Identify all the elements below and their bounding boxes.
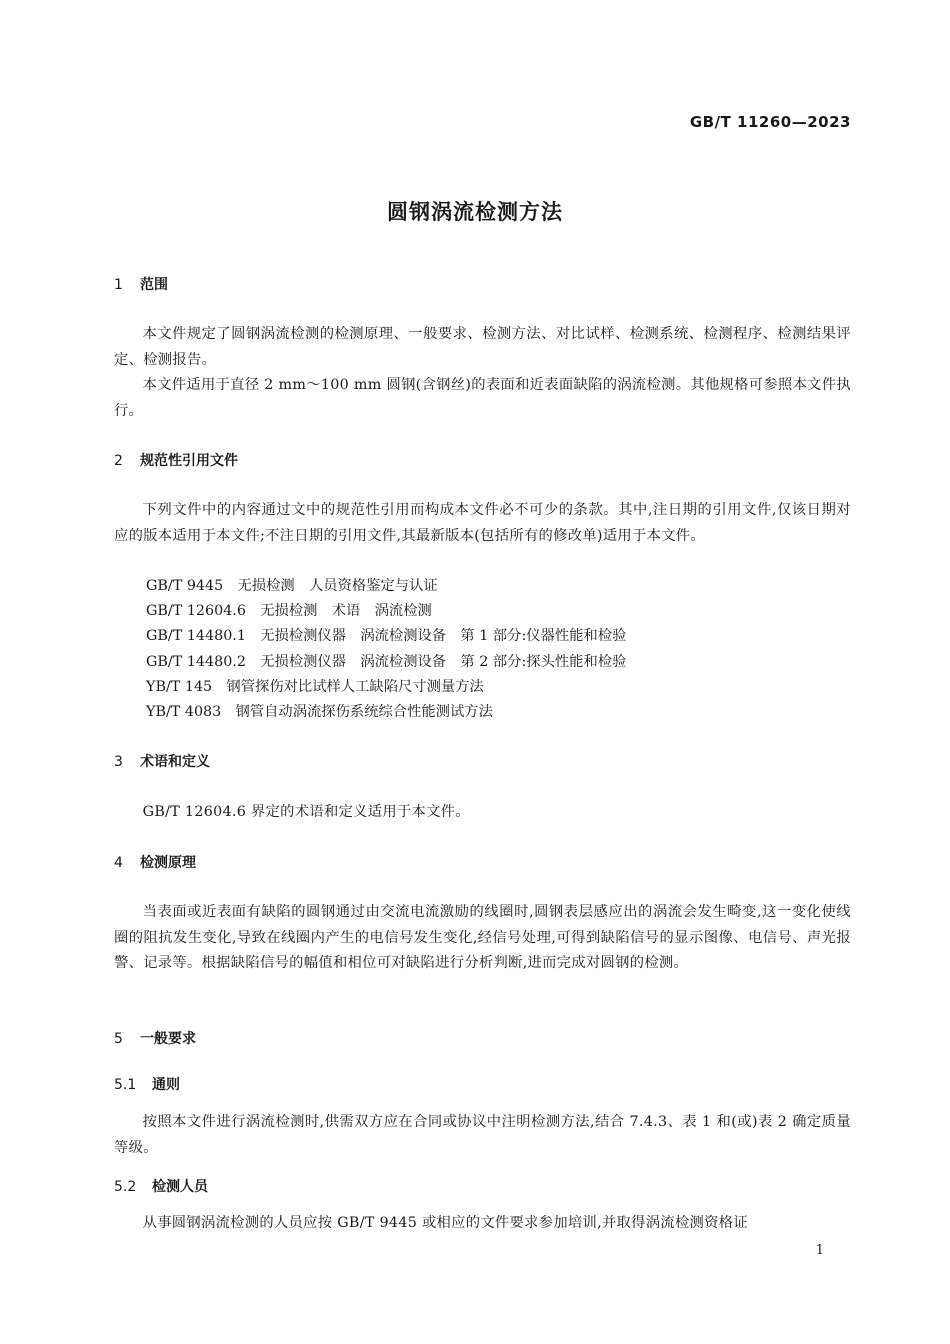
reference-item: GB/T 12604.6 无损检测 术语 涡流检测 [146, 603, 432, 620]
standard-code: GB/T 11260—2023 [689, 113, 851, 131]
section-5-heading [114, 1028, 196, 1050]
reference-item: GB/T 9445 无损检测 人员资格鉴定与认证 [146, 578, 438, 594]
reference-list [146, 574, 626, 725]
paragraph: 按照本文件进行涡流检测时,供需双方应在合同或协议中注明检测方法,结合 7.4.3、表 1 和(或)表 2 确定质量等级。 [114, 1114, 851, 1156]
paragraph: 本文件适用于直径 2 mm～100 mm 圆钢(含钢丝)的表面和近表面缺陷的涡流检测。其他规格可参照本文件执行。 [114, 377, 851, 419]
section-2-heading [114, 450, 238, 472]
section-title: 术语和定义 [140, 754, 210, 770]
section-3-heading [114, 751, 210, 773]
section-5-2-heading [114, 1176, 208, 1198]
paragraph: 从事圆钢涡流检测的人员应按 GB/T 9445 或相应的文件要求参加培训,并取得涡流检测资格证 [142, 1215, 748, 1231]
section-4-heading [114, 852, 196, 874]
section-number: 4 [114, 855, 123, 871]
reference-item: YB/T 4083 钢管自动涡流探伤系统综合性能测试方法 [146, 703, 493, 720]
reference-item: GB/T 14480.1 无损检测仪器 涡流检测设备 第 1 部分:仪器性能和检验 [146, 628, 627, 645]
section-number: 1 [114, 277, 123, 293]
section-number: 5 [114, 1031, 123, 1047]
section-1-heading [114, 274, 168, 296]
reference-item: GB/T 14480.2 无损检测仪器 涡流检测设备 第 2 部分:探头性能和检验 [146, 653, 627, 670]
paragraph: 本文件规定了圆钢涡流检测的检测原理、一般要求、检测方法、对比试样、检测系统、检测程序、检测结果评定、检测报告。 [114, 326, 851, 368]
paragraph: GB/T 12604.6 界定的术语和定义适用于本文件。 [142, 804, 470, 820]
section-title: 一般要求 [140, 1031, 196, 1047]
section-title: 检测原理 [140, 855, 196, 871]
section-title: 范围 [140, 277, 168, 293]
section-number: 5.1 [114, 1077, 137, 1093]
reference-item: YB/T 145 钢管探伤对比试样人工缺陷尺寸测量方法 [146, 678, 484, 695]
section-5-1-heading [114, 1074, 180, 1096]
section-number: 5.2 [114, 1179, 137, 1195]
section-title: 规范性引用文件 [140, 453, 238, 469]
section-title: 检测人员 [152, 1179, 208, 1195]
paragraph: 下列文件中的内容通过文中的规范性引用而构成本文件必不可少的条款。其中,注日期的引用文件,仅该日期对应的版本适用于本文件;不注日期的引用文件,其最新版本(包括所有的修改单)适用于本文件。 [114, 502, 851, 544]
page-number: 1 [815, 1243, 824, 1258]
section-title: 通则 [152, 1077, 180, 1093]
paragraph: 当表面或近表面有缺陷的圆钢通过由交流电流激励的线圈时,圆钢表层感应出的涡流会发生畸变,这一变化使线圈的阻抗发生变化,导致在线圈内产生的电信号发生变化,经信号处理,可得到缺陷信号的显示图像、电信号、声光报警、记录等。根据缺陷信号的幅值和相位可对缺陷进行分析判断,进而完成对圆钢的检测。 [114, 904, 851, 971]
section-number: 2 [114, 453, 123, 469]
document-title: 圆钢涡流检测方法 [387, 200, 563, 224]
section-number: 3 [114, 754, 123, 770]
